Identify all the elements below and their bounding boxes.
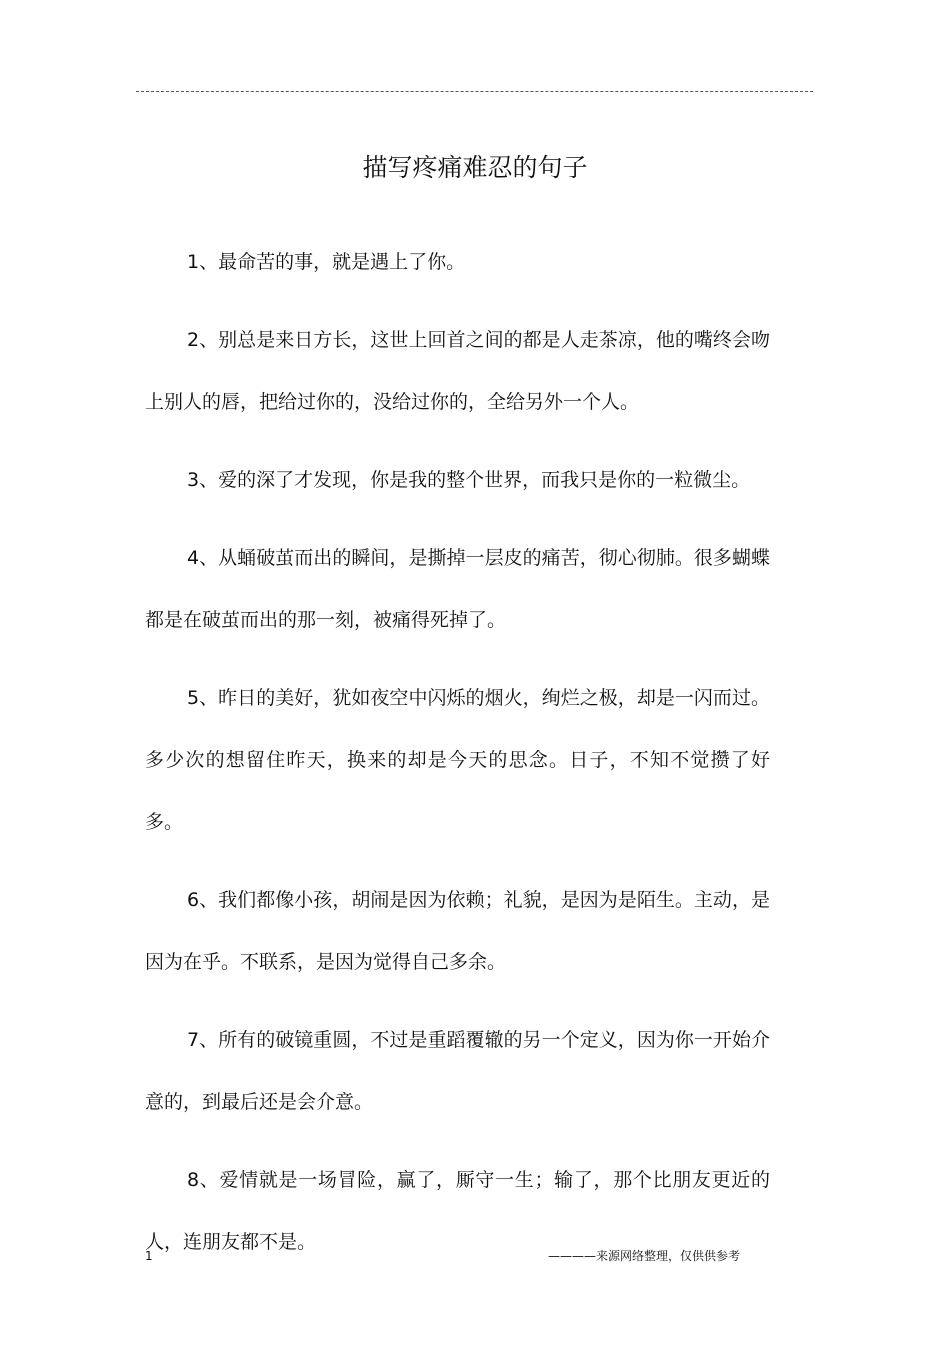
paragraph-7: 7、所有的破镜重圆，不过是重蹈覆辙的另一个定义，因为你一开始介意的，到最后还是会介意。 bbox=[145, 1029, 770, 1113]
paragraph-8: 8、爱情就是一场冒险，赢了，厮守一生；输了，那个比朋友更近的人，连朋友都不是。 bbox=[145, 1169, 770, 1253]
paragraph-1: 1、最命苦的事，就是遇上了你。 bbox=[187, 251, 466, 273]
document-body bbox=[145, 231, 770, 1289]
document-title: 描写疼痛难忍的句子 bbox=[362, 153, 588, 182]
footer-page-number: 1 bbox=[145, 1249, 153, 1263]
footer-source-note: ————来源网络整理，仅供供参考 bbox=[548, 1249, 741, 1263]
paragraph-5: 5、昨日的美好，犹如夜空中闪烁的烟火，绚烂之极，却是一闪而过。多少次的想留住昨天，换来的却是今天的思念。日子，不知不觉攒了好多。 bbox=[145, 687, 770, 833]
paragraph-2: 2、别总是来日方长，这世上回首之间的都是人走茶凉，他的嘴终会吻上别人的唇，把给过你的，没给过你的，全给另外一个人。 bbox=[145, 329, 770, 413]
paragraph-6: 6、我们都像小孩，胡闹是因为依赖；礼貌，是因为是陌生。主动，是因为在乎。不联系，是因为觉得自己多余。 bbox=[145, 889, 770, 973]
paragraph-3: 3、爱的深了才发现，你是我的整个世界，而我只是你的一粒微尘。 bbox=[187, 469, 751, 491]
header-divider bbox=[136, 91, 813, 92]
paragraph-4: 4、从蛹破茧而出的瞬间，是撕掉一层皮的痛苦，彻心彻肺。很多蝴蝶都是在破茧而出的那一刻，被痛得死掉了。 bbox=[145, 547, 770, 631]
